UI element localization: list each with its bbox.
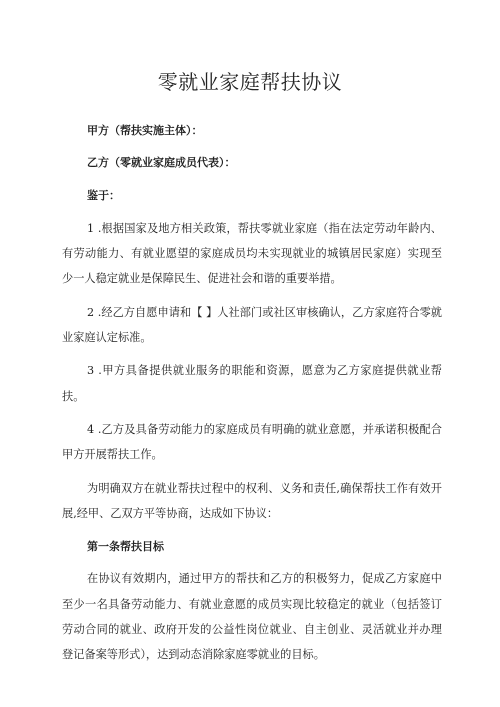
whereas-item-3: 3 .甲方具备提供就业服务的职能和资源，愿意为乙方家庭提供就业帮扶。 <box>62 364 442 403</box>
whereas-heading: 鉴于： <box>87 188 120 202</box>
whereas-item-1: 1 .根据国家及地方相关政策，帮扶零就业家庭（指在法定劳动年龄内、有劳动能力、有就业愿望的家庭成员均未实现就业的城镇居民家庭）实现至少一人稳定就业是保障民生、促进社会和谐的重要举措。 <box>62 221 442 286</box>
party-b-line: 乙方（零就业家庭成员代表）： <box>87 156 236 170</box>
document-body <box>62 118 442 676</box>
whereas-item-4: 4 .乙方及具备劳动能力的家庭成员有明确的就业意愿，并承诺积极配合甲方开展帮扶工作。 <box>62 422 442 462</box>
document-title: 零就业家庭帮扶协议 <box>157 70 343 94</box>
party-a-line: 甲方（帮扶实施主体）： <box>87 124 203 137</box>
whereas-item-2: 2 .经乙方自愿申请和【 】人社部门或社区审核确认，乙方家庭符合零就业家庭认定标准。 <box>62 305 442 345</box>
article-1-heading: 第一条帮扶目标 <box>87 540 164 554</box>
agreement-intro: 为明确双方在就业帮扶过程中的权利、义务和责任,确保帮扶工作有效开展,经甲、乙双方平等协商，达成如下协议： <box>62 481 442 520</box>
article-1-body: 在协议有效期内，通过甲方的帮扶和乙方的积极努力，促成乙方家庭中至少一名具备劳动能力、有就业意愿的成员实现比较稳定的就业（包括签订劳动合同的就业、政府开发的公益性岗位就业、自主创业、灵活就业并办理登记备案等形式），达到动态消除家庭零就业的目标。 <box>62 572 442 662</box>
